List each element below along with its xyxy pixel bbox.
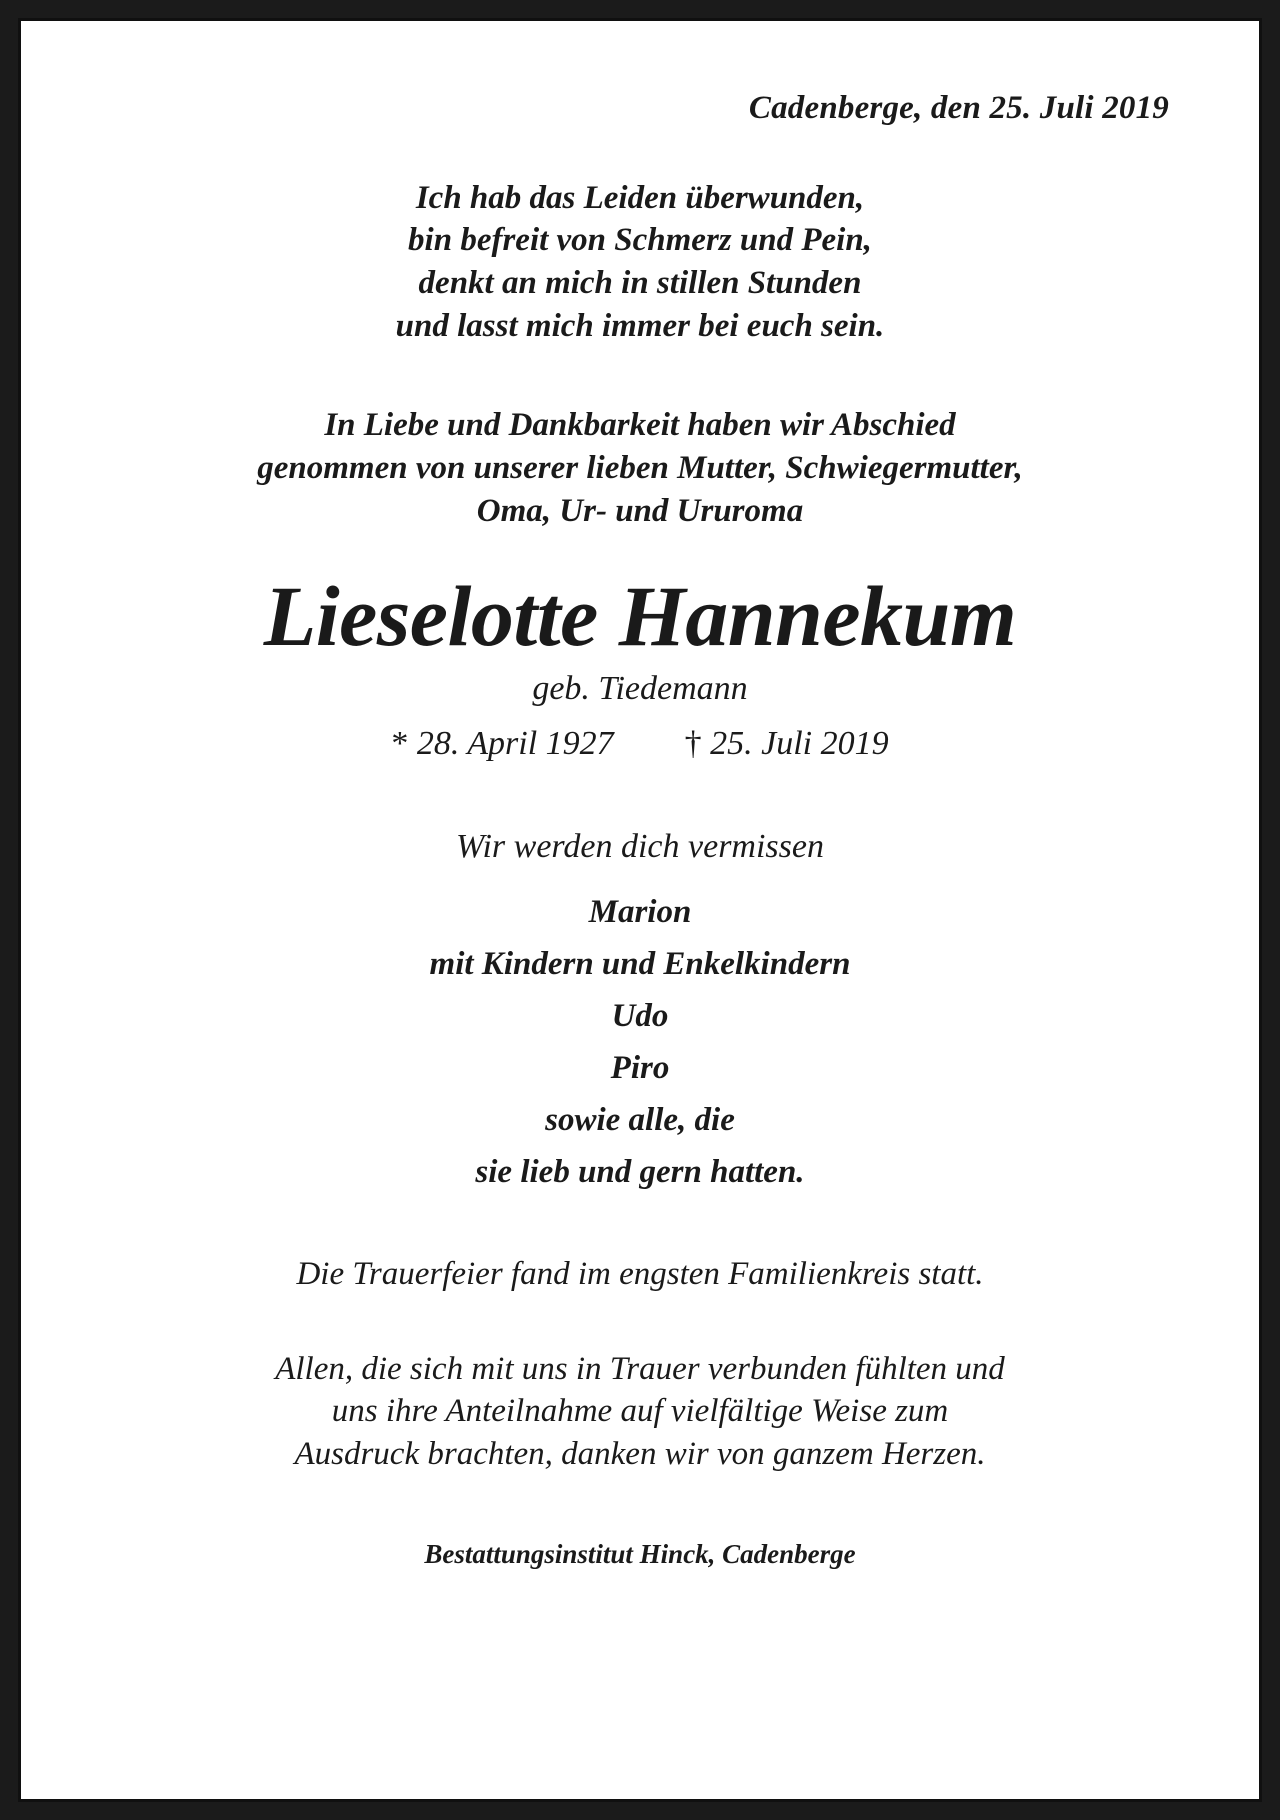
thanks-line: uns ihre Anteilnahme auf vielfältige Weise zum: [331, 1393, 949, 1430]
obituary-notice-card: [18, 18, 1262, 1802]
thanks-line: Allen, die sich mit uns in Trauer verbunden fühlten und: [275, 1350, 1005, 1387]
memorial-verse: [396, 177, 885, 349]
introduction-line: In Liebe und Dankbarkeit haben wir Abschied: [324, 407, 956, 444]
death-date: 25. Juli 2019: [710, 724, 889, 762]
verse-line: Ich hab das Leiden überwunden,: [415, 179, 865, 216]
mourner-line: mit Kindern und Enkelkindern: [429, 945, 851, 982]
introduction-line: genommen von unserer lieben Mutter, Schwiegermutter,: [257, 450, 1023, 487]
verse-line: und lasst mich immer bei euch sein.: [395, 308, 885, 345]
place-and-date: Cadenberge, den 25. Juli 2019: [748, 90, 1169, 126]
funeral-service-note: Die Trauerfeier fand im engsten Familienkreis statt.: [296, 1256, 984, 1293]
introduction-line: Oma, Ur- und Ururoma: [476, 492, 804, 529]
thanks-text: [275, 1348, 1005, 1477]
introduction-text: [257, 404, 1023, 533]
verse-line: bin befreit von Schmerz und Pein,: [408, 222, 872, 259]
thanks-line: Ausdruck brachten, danken wir von ganzem Herzen.: [294, 1436, 986, 1473]
farewell-text: Wir werden dich vermissen: [456, 827, 824, 865]
birth-star-icon: *: [391, 724, 409, 762]
deceased-name: Lieselotte Hannekum: [263, 567, 1017, 664]
mourner-line: Marion: [588, 893, 692, 930]
verse-line: denkt an mich in stillen Stunden: [418, 265, 862, 302]
mourner-line: sie lieb und gern hatten.: [475, 1154, 805, 1191]
undertaker-name: Bestattungsinstitut Hinck, Cadenberge: [424, 1539, 856, 1570]
mourner-line: sowie alle, die: [545, 1102, 735, 1139]
death-cross-icon: †: [684, 724, 702, 762]
birth-date: 28. April 1927: [416, 724, 614, 762]
life-dates: [391, 724, 888, 765]
mourner-line: Udo: [611, 997, 669, 1034]
maiden-name: geb. Tiedemann: [532, 670, 748, 708]
mourners-list: [430, 886, 851, 1199]
mourner-line: Piro: [610, 1049, 670, 1086]
